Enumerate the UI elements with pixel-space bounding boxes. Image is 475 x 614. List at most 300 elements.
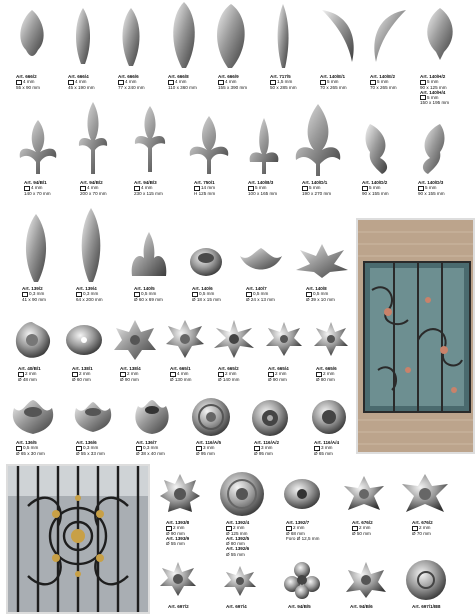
thickness-icon (268, 372, 274, 377)
dimensions: Ø 125 mm (226, 530, 248, 536)
thickness: 2 mm (173, 525, 185, 531)
article-number: Art. 676/2 (412, 520, 433, 525)
thickness-icon (170, 372, 176, 377)
article-number: Art. 136/6 (76, 440, 97, 445)
thickness: 4 mm (175, 79, 187, 85)
article-number: Art. 94/B/2 (80, 180, 103, 185)
thickness-icon (370, 80, 376, 85)
caption (72, 366, 93, 382)
thickness-icon (218, 372, 224, 377)
rosette-icon (404, 558, 448, 602)
caption (194, 180, 215, 196)
article-number: Art. 94/B/1 (24, 180, 47, 185)
leaf-ornament-icon (368, 6, 410, 64)
thickness: 4 mm (87, 185, 99, 191)
caption (320, 74, 347, 90)
caption (288, 604, 311, 609)
fleur-de-lis-icon (186, 114, 232, 176)
product-94-B-6 (344, 560, 400, 600)
article-number: Art. 94/B/3 (134, 180, 157, 185)
thickness: 0,3 mm (83, 445, 99, 451)
leaf-ornament-icon (76, 206, 106, 284)
dimensions: 190 x 270 mm (302, 190, 332, 196)
product-697-1-BB (404, 558, 460, 602)
flower-icon (128, 230, 170, 278)
article-number: Art. 94/B/5 (288, 604, 311, 609)
dimensions: 100 x 165 mm (248, 190, 278, 196)
caption (420, 74, 449, 106)
thickness-icon (16, 80, 22, 85)
fleur-de-lis-icon (292, 102, 344, 178)
rosette-icon (112, 318, 158, 362)
product-94-B-3 (132, 104, 188, 174)
article-number: Art. 138/1 (72, 366, 93, 371)
thickness: 4 mm (141, 185, 153, 191)
thickness: 0,3 mm (29, 291, 45, 297)
caption (268, 366, 289, 382)
leaf-ornament-icon (360, 122, 392, 176)
caption (270, 74, 297, 90)
product-136-7 (132, 398, 188, 436)
product-140-8 (294, 240, 350, 280)
dimensions: H 125 mm (194, 190, 216, 196)
rosette-icon (282, 476, 322, 512)
leaf-ornament-icon (318, 6, 360, 64)
article-number: Art. 1393/9 (166, 535, 190, 541)
product-666-6 (116, 6, 172, 68)
caption (120, 366, 141, 382)
leaf-ornament-icon (68, 6, 98, 66)
caption (226, 604, 247, 609)
dimensions: Ø 55 x 33 mm (76, 450, 105, 456)
dimensions: Ø 60 mm (72, 376, 91, 382)
thickness-icon (120, 372, 126, 377)
rosette-icon (342, 474, 386, 514)
rosette-icon (222, 564, 258, 598)
rosette-icon (344, 560, 388, 600)
thickness: 2 mm (225, 371, 237, 377)
thickness-icon (286, 526, 292, 531)
product-1392-7 (282, 476, 338, 512)
thickness-icon (134, 292, 140, 297)
article-number: Art. 665/1 (170, 366, 191, 371)
thickness-icon (18, 372, 24, 377)
caption (314, 440, 339, 456)
caption (316, 366, 337, 382)
article-number: Art. 140/D/1 (302, 180, 328, 185)
thickness-icon (362, 186, 368, 191)
product-116-A-2 (250, 398, 306, 438)
thickness: 5 mm (427, 79, 439, 85)
rosette-icon (158, 560, 198, 600)
article-number: Art. 676/2 (352, 520, 373, 525)
dimensions: Ø 65 mm (314, 450, 333, 456)
thickness-icon (306, 292, 312, 297)
product-138-4 (112, 318, 168, 362)
thickness: 2 mm (79, 371, 91, 377)
product-717-5 (268, 2, 324, 70)
product-116-A-4 (310, 398, 366, 436)
dimensions: Ø 130 mm (170, 376, 192, 382)
cup-flower-icon (10, 396, 56, 436)
rosette-icon (64, 322, 104, 358)
article-number: Art. 717/5 (270, 74, 291, 79)
leaf-ornament-icon (12, 6, 52, 66)
thickness: 2 mm (275, 371, 287, 377)
dimensions: Ø 90 mm (268, 376, 287, 382)
caption (286, 520, 319, 541)
caption (370, 74, 397, 90)
article-number: Art. 140/5 (134, 286, 155, 291)
article-number: Art. 140/D/2 (362, 180, 388, 185)
caption (134, 180, 163, 196)
article-number: Art. 666/2 (16, 74, 37, 79)
product-140-D-1 (292, 102, 348, 178)
flower-icon (294, 240, 350, 280)
caption (412, 520, 433, 536)
caption (254, 440, 279, 456)
rosette-icon (218, 470, 266, 518)
product-94-B-5 (282, 560, 338, 600)
thickness: 4 mm (23, 79, 35, 85)
product-116-A-5 (190, 396, 246, 438)
thickness-icon (248, 186, 254, 191)
product-94-B-1 (16, 118, 72, 176)
thickness: 14 mm (201, 185, 216, 191)
dimensions: 90 x 155 mm (362, 190, 389, 196)
rosette-icon (312, 320, 350, 358)
dimensions: Ø 95 mm (254, 450, 273, 456)
thickness-icon (302, 186, 308, 191)
thickness: 0,3 mm (143, 445, 159, 451)
product-136-5 (10, 396, 66, 436)
dimensions: Ø 95 mm (196, 450, 215, 456)
caption (16, 440, 45, 456)
article-number: Art. 697/2 (168, 604, 189, 609)
caption (362, 180, 389, 196)
caption (166, 520, 189, 546)
dimensions: 140 x 70 mm (24, 190, 51, 196)
article-number: Art. 1392/5 (226, 535, 250, 541)
fleur-de-lis-icon (132, 104, 168, 174)
caption (24, 180, 51, 196)
article-number: Art. 140/H/4 (420, 89, 446, 95)
article-number: Art. 1392/6 (226, 546, 250, 552)
window-grille-photo (356, 218, 475, 454)
dimensions: Ø 90 mm (120, 376, 139, 382)
dimensions: 150 x 195 mm (420, 100, 450, 106)
thickness: 5 mm (427, 95, 439, 101)
fleur-de-lis-icon (76, 100, 110, 176)
dimensions: Ø 90 mm (166, 530, 185, 536)
fleur-de-lis-icon (246, 116, 282, 176)
caption (22, 286, 46, 302)
article-number: Art. 140/B/3 (248, 180, 274, 185)
caption (68, 74, 95, 90)
caption (18, 366, 41, 382)
thickness-icon (320, 80, 326, 85)
rosette-icon (250, 398, 290, 438)
dimensions: Ø 24 x 13 mm (246, 296, 275, 302)
article-number: Art. 666/6 (118, 74, 139, 79)
thickness: 5 mm (377, 79, 389, 85)
caption (248, 180, 277, 196)
article-number: Art. 666/8 (168, 74, 189, 79)
dimensions: Ø 80 mm (316, 376, 335, 382)
product-140-D-3 (418, 122, 474, 176)
leaf-ornament-icon (418, 122, 450, 176)
thickness: 2 mm (419, 525, 431, 531)
rosette-icon (282, 560, 322, 600)
thickness: 2 mm (323, 371, 335, 377)
product-94-B-2 (76, 100, 132, 176)
thickness-icon (270, 80, 276, 85)
thickness-icon (218, 80, 224, 85)
dimensions: Ø 70 mm (412, 530, 431, 536)
thickness: 0,5 mm (141, 291, 157, 297)
dimensions: 45 x 190 mm (68, 84, 95, 90)
dimensions: Ø 55 mm (166, 541, 185, 547)
caption (170, 366, 191, 382)
article-number: Art. 116/A/5 (196, 440, 222, 445)
dimensions: 110 x 360 mm (168, 84, 197, 90)
leaf-ornament-icon (116, 6, 146, 68)
article-number: Art. 665/6 (316, 366, 337, 371)
dimensions: 230 x 115 mm (134, 190, 163, 196)
thickness-icon (118, 80, 124, 85)
thickness: 0,5 mm (253, 291, 269, 297)
flower-icon (238, 244, 284, 278)
cup-flower-icon (132, 398, 172, 436)
thickness-icon (76, 292, 82, 297)
thickness-icon (136, 446, 142, 451)
hole-diameter: Foro Ø 12,5 mm (286, 535, 320, 541)
product-140-H-2 (420, 4, 475, 62)
dimensions: 64 x 200 mm (76, 296, 103, 302)
article-number: Art. 140/6 (192, 286, 213, 291)
thickness: 5 mm (425, 185, 437, 191)
flower-icon (188, 244, 224, 278)
product-140-6 (188, 244, 244, 278)
article-number: Art. 140/E/2 (370, 74, 396, 79)
dimensions: 155 x 390 mm (218, 84, 248, 90)
thickness-icon (420, 80, 426, 85)
thickness: 0,5 mm (313, 291, 329, 297)
caption (80, 180, 107, 196)
article-number: Art. 140/7 (246, 286, 267, 291)
product-140-E-2 (368, 6, 424, 64)
article-number: Art. 140/H/2 (420, 74, 446, 79)
thickness: 2 mm (233, 525, 245, 531)
caption (136, 440, 165, 456)
product-665-6 (312, 320, 368, 358)
thickness: 0,5 mm (199, 291, 215, 297)
product-697-2 (158, 560, 214, 600)
product-139-2 (20, 212, 76, 284)
cup-flower-icon (72, 398, 114, 434)
dimensions: Ø 140 mm (218, 376, 240, 382)
caption (350, 604, 373, 609)
thickness-icon (168, 80, 174, 85)
thickness: 0,3 mm (83, 291, 99, 297)
caption (218, 366, 239, 382)
article-number: Art. 1392/4 (226, 520, 250, 525)
gate-photo (6, 464, 150, 614)
leaf-ornament-icon (20, 212, 52, 284)
dimensions: Ø 80 mm (226, 541, 245, 547)
thickness: 4 mm (75, 79, 87, 85)
thickness-icon (352, 526, 358, 531)
thickness: 2 mm (293, 525, 305, 531)
thickness-icon (134, 186, 140, 191)
caption (118, 74, 145, 90)
article-number: Art. 697/1/BB (412, 604, 441, 609)
thickness: 1,5 mm (277, 79, 293, 85)
article-number: Art. 139/4 (76, 286, 97, 291)
article-number: Art. 666/4 (68, 74, 89, 79)
dimensions: 90 x 125 mm (420, 84, 447, 90)
product-697-4 (222, 564, 278, 598)
product-676-2b (400, 472, 456, 516)
article-number: Art. 139/2 (22, 286, 43, 291)
thickness-icon (192, 292, 198, 297)
product-676-2a (342, 474, 398, 514)
article-number: Art. 140/8 (306, 286, 327, 291)
thickness: 4 mm (225, 79, 237, 85)
rosette-icon (310, 398, 348, 436)
thickness: 4 mm (177, 371, 189, 377)
article-number: Art. 697/4 (226, 604, 247, 609)
thickness-icon (314, 446, 320, 451)
thickness: 3 mm (261, 445, 273, 451)
product-40-B-1 (12, 320, 68, 360)
dimensions: 55 x 90 mm (16, 84, 40, 90)
dimensions: Ø 18 x 15 mm (192, 296, 221, 302)
rosette-icon (400, 472, 450, 516)
window-grille-image (358, 220, 473, 452)
caption (192, 286, 221, 302)
leaf-ornament-icon (168, 0, 200, 70)
rosette-icon (164, 318, 206, 360)
product-139-4 (76, 206, 132, 284)
thickness-icon (412, 526, 418, 531)
rosette-icon (264, 320, 304, 358)
article-number: Art. 116/A/4 (314, 440, 340, 445)
thickness-icon (418, 186, 424, 191)
thickness: 4 mm (31, 185, 43, 191)
thickness-icon (166, 526, 172, 531)
product-140-E-1 (318, 6, 374, 64)
caption (168, 74, 197, 90)
article-number: Art. 138/4 (120, 366, 141, 371)
thickness: 2 mm (359, 525, 371, 531)
article-number: Art. 40/B/1 (18, 366, 41, 371)
thickness-icon (246, 292, 252, 297)
dimensions: 50 x 285 mm (270, 84, 297, 90)
article-number: Art. 1392/7 (286, 520, 310, 525)
article-number: Art. 666/9 (218, 74, 239, 79)
thickness-icon (22, 292, 28, 297)
dimensions: 41 x 90 mm (22, 296, 46, 302)
product-665-2 (212, 318, 268, 360)
article-number: Art. 1393/8 (166, 520, 190, 525)
dimensions: Ø 48 mm (18, 376, 37, 382)
thickness-icon (76, 446, 82, 451)
caption (418, 180, 445, 196)
thickness: 5 mm (255, 185, 267, 191)
thickness: 4 mm (125, 79, 137, 85)
rosette-icon (190, 396, 232, 438)
article-number: Art. 140/E/1 (320, 74, 346, 79)
thickness-icon (24, 186, 30, 191)
caption (76, 440, 105, 456)
article-number: Art. 140/D/3 (418, 180, 444, 185)
dimensions: Ø 55 mm (226, 551, 245, 557)
leaf-ornament-icon (268, 2, 298, 70)
leaf-ornament-icon (212, 2, 250, 70)
caption (226, 520, 249, 557)
thickness-icon (316, 372, 322, 377)
thickness-icon (16, 446, 22, 451)
caption (76, 286, 103, 302)
article-number: Art. 94/B/6 (350, 604, 373, 609)
thickness: 2 mm (127, 371, 139, 377)
dimensions: Ø 50 mm (352, 530, 371, 536)
thickness-icon (254, 446, 260, 451)
fleur-de-lis-icon (16, 118, 60, 176)
dimensions: Ø 65 x 30 mm (16, 450, 45, 456)
product-140-7 (238, 244, 294, 278)
dimensions: Ø 38 x 40 mm (136, 450, 165, 456)
article-number: Art. 116/A/2 (254, 440, 280, 445)
thickness: 2 mm (25, 371, 37, 377)
dimensions: 70 x 265 mm (370, 84, 397, 90)
product-136-6 (72, 398, 128, 434)
product-140-5 (128, 230, 184, 278)
caption (302, 180, 331, 196)
rosette-icon (158, 472, 202, 516)
article-number: Art. 750/1 (194, 180, 215, 185)
dimensions: Ø 39 x 10 mm (306, 296, 335, 302)
thickness: 0,5 mm (23, 445, 39, 451)
dimensions: Ø 68 mm (286, 530, 305, 536)
thickness: 5 mm (309, 185, 321, 191)
gate-image (8, 466, 148, 612)
thickness-icon (196, 446, 202, 451)
thickness-icon (226, 526, 232, 531)
caption (168, 604, 189, 609)
thickness-icon (80, 186, 86, 191)
article-number: Art. 665/2 (218, 366, 239, 371)
dimensions: 70 x 265 mm (320, 84, 347, 90)
dimensions: 77 x 240 mm (118, 84, 145, 90)
product-1393-8 (158, 472, 214, 516)
thickness: 5 mm (327, 79, 339, 85)
thickness-icon (194, 186, 200, 191)
article-number: Art. 665/4 (268, 366, 289, 371)
caption (246, 286, 275, 302)
caption (352, 520, 373, 536)
product-1392-4 (218, 470, 274, 518)
dimensions: 90 x 155 mm (418, 190, 445, 196)
thickness-icon (72, 372, 78, 377)
caption (412, 604, 441, 609)
product-666-2 (12, 6, 68, 66)
rosette-icon (212, 318, 256, 360)
rosette-icon (12, 320, 52, 360)
caption (196, 440, 221, 456)
thickness: 5 mm (369, 185, 381, 191)
